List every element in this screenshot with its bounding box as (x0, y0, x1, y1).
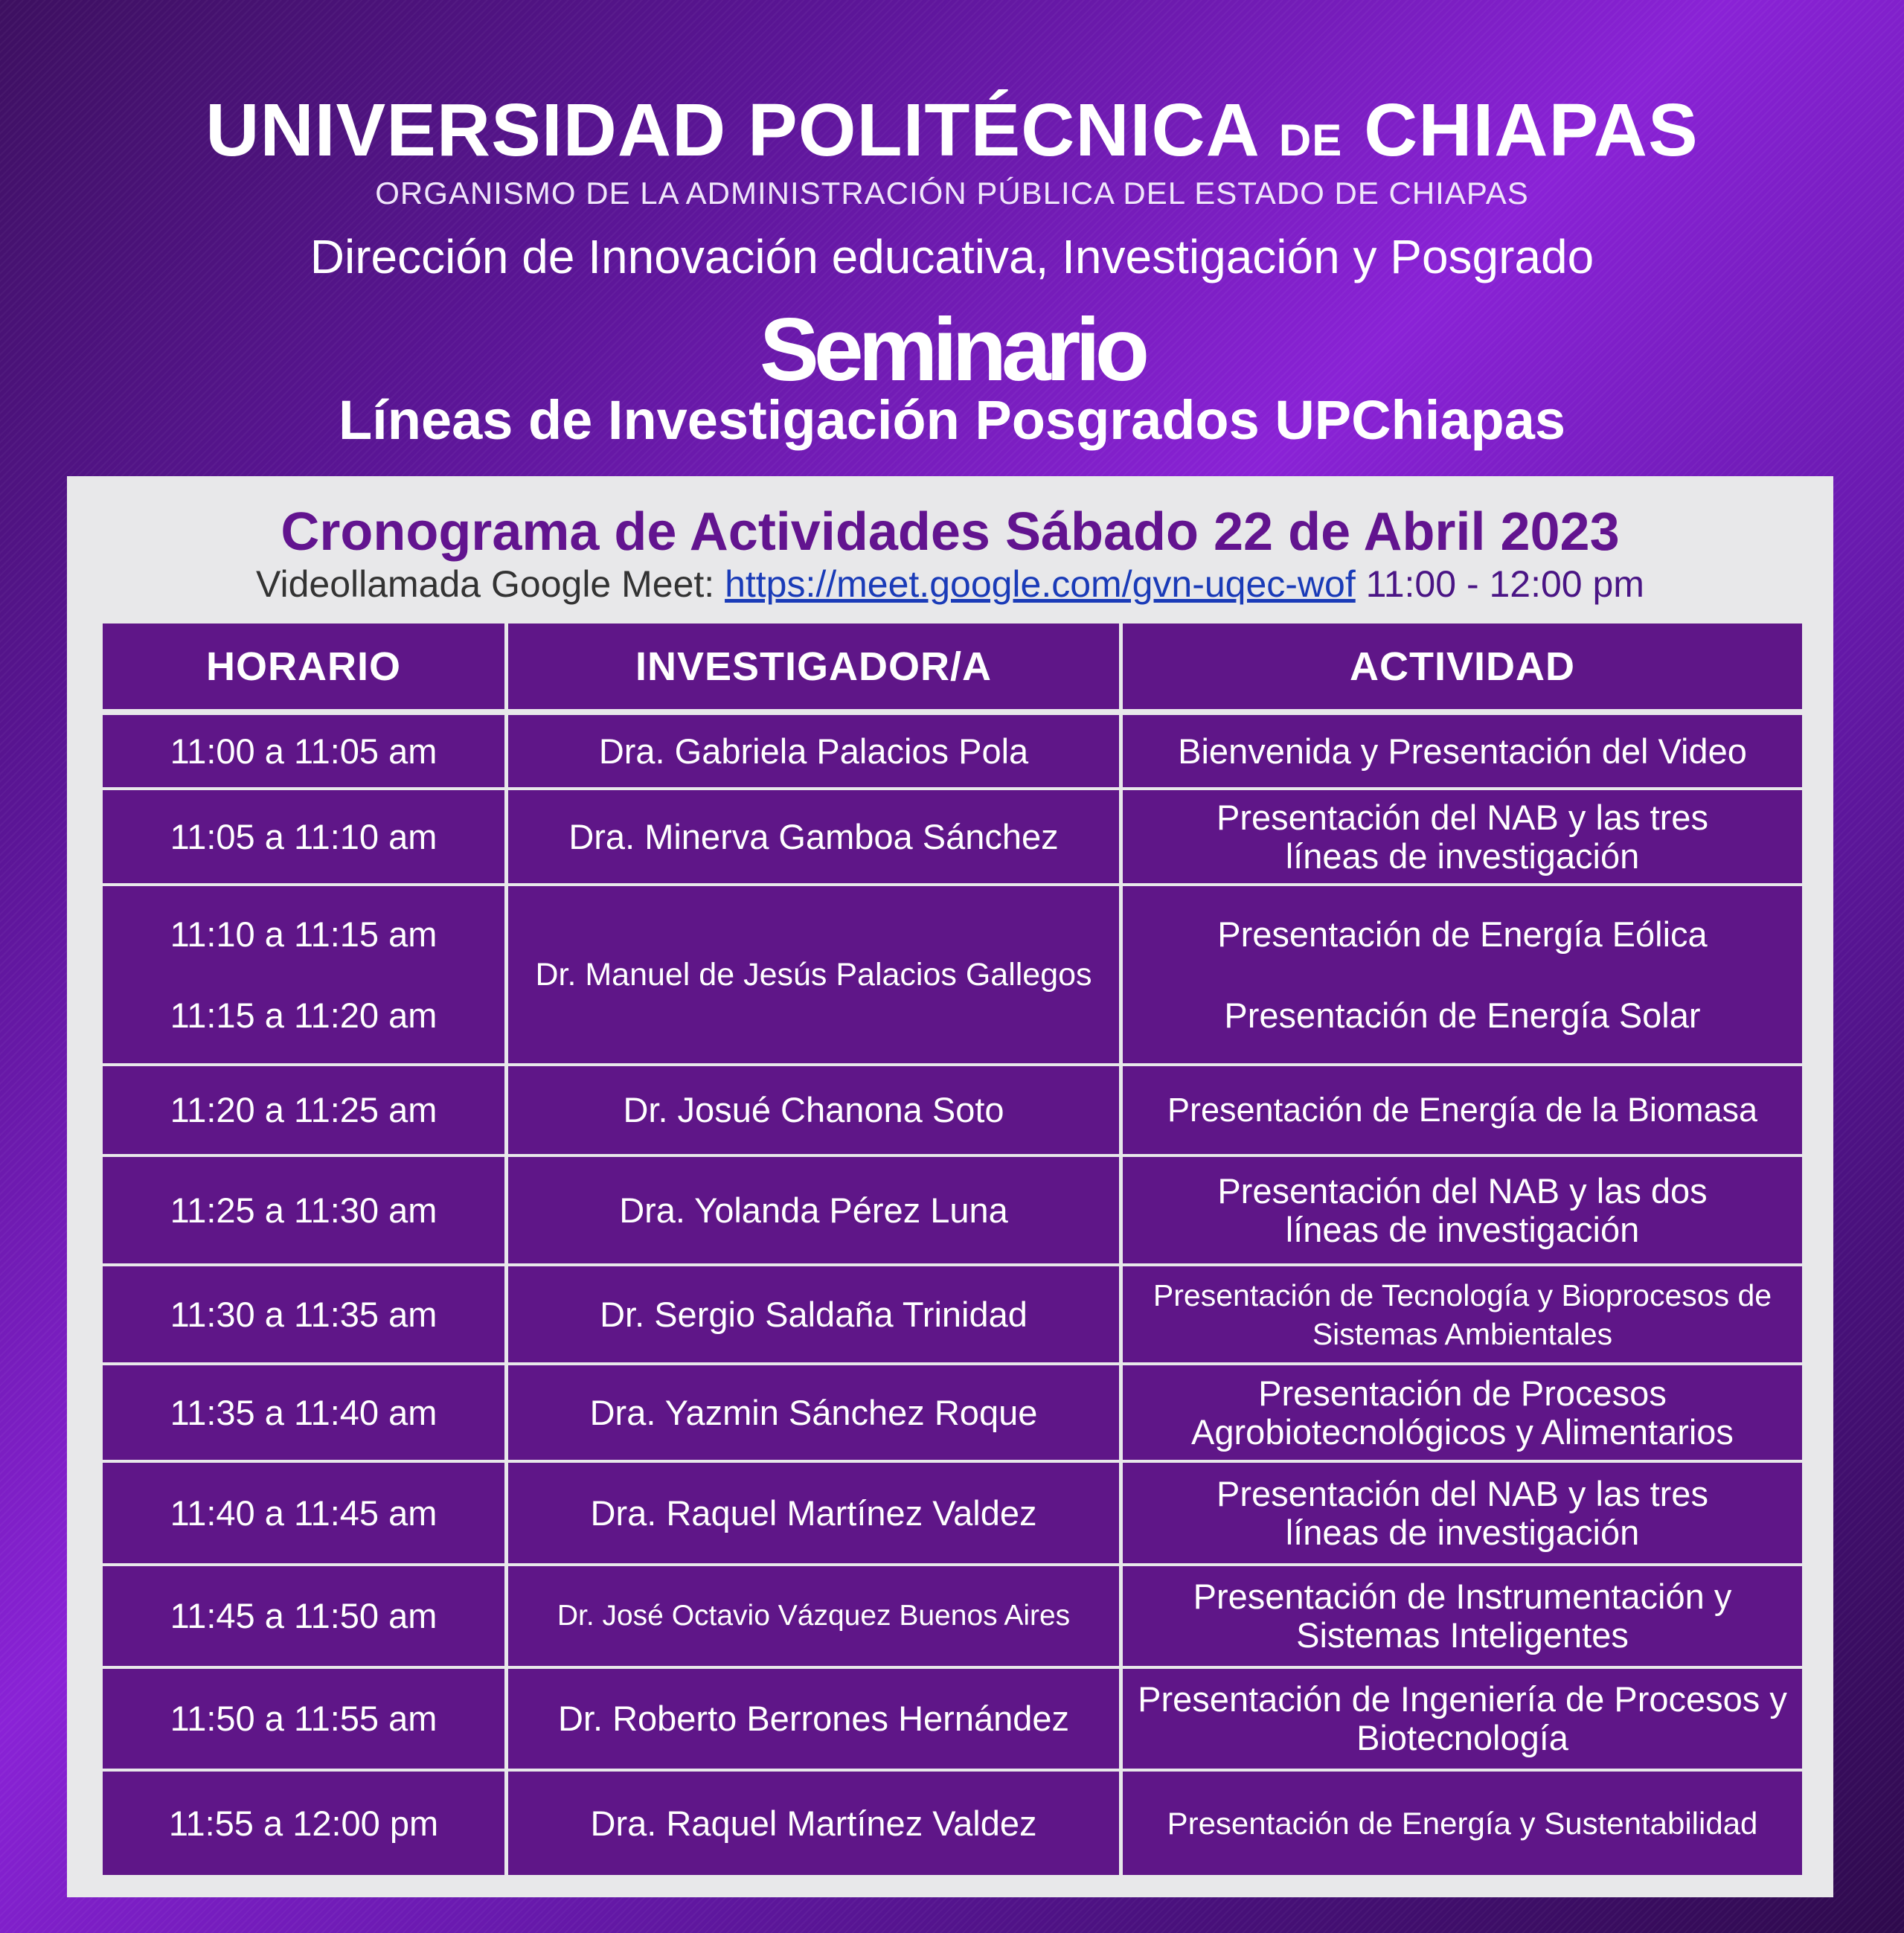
table-row (103, 1066, 1802, 1154)
time-cell: 11:05 a 11:10 am (103, 790, 504, 883)
researcher-cell: Dr. José Octavio Vázquez Buenos Aires (508, 1566, 1119, 1666)
table-row (103, 790, 1802, 883)
activity-cell: Presentación de Tecnología y Bioprocesos de Sistemas Ambientales (1123, 1266, 1802, 1362)
activity-cell: Presentación de Ingeniería de Procesos y Biotecnología (1123, 1669, 1802, 1769)
table-row (103, 1772, 1802, 1875)
activity-slot: Presentación de Energía Solar (1224, 995, 1701, 1035)
time-cell: 11:25 a 11:30 am (103, 1157, 504, 1263)
direction-subtitle: Dirección de Innovación educativa, Investigación y Posgrado (310, 230, 1594, 283)
activity-cell: Bienvenida y Presentación del Video (1123, 715, 1802, 787)
activity-cell: Presentación de Instrumentación y Sistemas Inteligentes (1123, 1566, 1802, 1666)
table-row (103, 1365, 1802, 1460)
activity-stack (1217, 886, 1707, 1063)
researcher-cell: Dr. Sergio Saldaña Trinidad (508, 1266, 1119, 1362)
time-cell: 11:20 a 11:25 am (103, 1066, 504, 1154)
time-cell: 11:40 a 11:45 am (103, 1463, 504, 1563)
researcher-cell: Dra. Minerva Gamboa Sánchez (508, 790, 1119, 883)
schedule-table (103, 624, 1802, 1875)
table-row (103, 1669, 1802, 1769)
activity-cell: Presentación de Energía y Sustentabilidad (1123, 1772, 1802, 1875)
activity-cell: Presentación de Energía de la Biomasa (1123, 1066, 1802, 1154)
meet-label: Videollamada Google Meet: (256, 563, 715, 605)
column-header-actividad: ACTIVIDAD (1123, 624, 1802, 709)
time-slot: 11:10 a 11:15 am (170, 914, 437, 954)
time-cell: 11:45 a 11:50 am (103, 1566, 504, 1666)
time-cell: 11:00 a 11:05 am (103, 715, 504, 787)
seminar-title: Seminario (759, 300, 1145, 400)
table-row (103, 1157, 1802, 1263)
meet-info (67, 560, 1833, 609)
university-title (0, 86, 1904, 185)
schedule-panel (67, 476, 1833, 1897)
time-stack (170, 886, 437, 1063)
schedule-title: Cronograma de Actividades Sábado 22 de Abril 2023 (281, 502, 1620, 562)
table-header-row (103, 624, 1802, 709)
activity-cell: Presentación del NAB y las dos líneas de investigación (1123, 1157, 1802, 1263)
activity-cell: Presentación del NAB y las tres líneas de investigación (1123, 790, 1802, 883)
university-title-main: UNIVERSIDAD POLITÉCNICA (205, 89, 1258, 172)
researcher-cell: Dr. Josué Chanona Soto (508, 1066, 1119, 1154)
column-header-horario: HORARIO (103, 624, 504, 709)
table-row (103, 886, 1802, 1063)
university-title-de: DE (1278, 115, 1343, 165)
meet-time: 11:00 - 12:00 pm (1365, 563, 1644, 605)
activity-cell: Presentación de Procesos Agrobiotecnológicos y Alimentarios (1123, 1365, 1802, 1460)
column-header-investigador: INVESTIGADOR/A (508, 624, 1119, 709)
organism-subtitle: ORGANISMO DE LA ADMINISTRACIÓN PÚBLICA DEL ESTADO DE CHIAPAS (375, 176, 1529, 211)
activity-slot: Presentación de Energía Eólica (1217, 914, 1708, 954)
researcher-cell: Dra. Yazmin Sánchez Roque (508, 1365, 1119, 1460)
time-cell: 11:55 a 12:00 pm (103, 1772, 504, 1875)
researcher-cell: Dr. Manuel de Jesús Palacios Gallegos (508, 886, 1119, 1063)
time-cell: 11:35 a 11:40 am (103, 1365, 504, 1460)
time-cell: 11:30 a 11:35 am (103, 1266, 504, 1362)
seminar-subtitle: Líneas de Investigación Posgrados UPChiapas (338, 389, 1566, 451)
activity-cell: Presentación del NAB y las tres líneas de investigación (1123, 1463, 1802, 1563)
researcher-cell: Dra. Yolanda Pérez Luna (508, 1157, 1119, 1263)
researcher-cell: Dra. Gabriela Palacios Pola (508, 715, 1119, 787)
table-row (103, 1266, 1802, 1362)
researcher-cell: Dr. Roberto Berrones Hernández (508, 1669, 1119, 1769)
time-cell: 11:50 a 11:55 am (103, 1669, 504, 1769)
researcher-cell: Dra. Raquel Martínez Valdez (508, 1463, 1119, 1563)
meet-link[interactable]: https://meet.google.com/gvn-uqec-wof (725, 563, 1356, 605)
time-cell (103, 886, 504, 1063)
university-title-end: CHIAPAS (1364, 89, 1699, 172)
activity-cell (1123, 886, 1802, 1063)
table-row (103, 715, 1802, 787)
researcher-cell: Dra. Raquel Martínez Valdez (508, 1772, 1119, 1875)
table-row (103, 1463, 1802, 1563)
table-row (103, 1566, 1802, 1666)
time-slot: 11:15 a 11:20 am (170, 995, 437, 1035)
